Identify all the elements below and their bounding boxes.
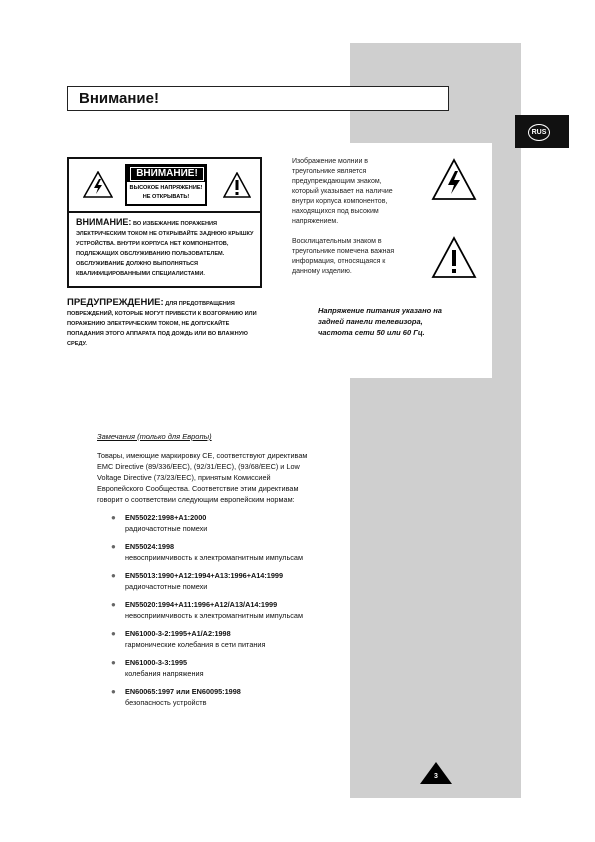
standard-item xyxy=(110,657,350,679)
caution-line: ПОВРЕЖДЕНИЙ, КОТОРЫЕ МОГУТ ПРИВЕСТИ К ВОЗГОРАНИЮ ИЛИ xyxy=(67,311,257,317)
warning-sub-line: НЕ ОТКРЫВАТЬ! xyxy=(142,194,190,200)
standard-item xyxy=(110,686,350,708)
page-title-box xyxy=(67,86,449,111)
explanation-line: напряжением. xyxy=(292,218,339,225)
standard-description: гармонические колебания в сети питания xyxy=(125,640,266,649)
caution-line: ПОРАЖЕНИЮ ЭЛЕКТРИЧЕСКИМ ТОКОМ, НЕ ДОПУСКАЙТЕ xyxy=(67,321,230,327)
caution-line: ПОПАДАНИЯ ЭТОГО АППАРАТА ПОД ДОЖДЬ ИЛИ ВО ВЛАЖНУЮ xyxy=(67,331,248,337)
notes-intro-line: Товары, имеющие маркировку CE, соответствуют директивам xyxy=(97,451,308,460)
page-number: 3 xyxy=(434,773,438,780)
warning-label-block xyxy=(125,164,207,206)
notes-heading: Замечания (только для Европы) xyxy=(97,432,212,441)
standard-description: невосприимчивость к электромагнитным импульсам xyxy=(125,553,303,562)
lightning-warning-icon xyxy=(83,171,113,198)
warning-header: ВНИМАНИЕ! xyxy=(130,167,204,181)
standard-description: колебания напряжения xyxy=(125,669,204,678)
warning-sub xyxy=(127,182,205,204)
warning-box-header-row xyxy=(69,159,260,213)
standard-description: радиочастотные помехи xyxy=(125,524,208,533)
caution-line: ДЛЯ ПРЕДОТВРАЩЕНИЯ xyxy=(163,301,235,307)
standard-description: безопасность устройств xyxy=(125,698,207,707)
explanation-line: который указывает на наличие xyxy=(292,188,393,195)
warning-body xyxy=(76,217,258,279)
warning-body-line: ОБСЛУЖИВАНИЕ ДОЛЖНО ВЫПОЛНЯТЬСЯ xyxy=(76,261,199,267)
standard-code: EN55024:1998 xyxy=(125,542,175,551)
language-tab xyxy=(515,115,569,148)
voltage-note-line: задней панели телевизора, xyxy=(318,317,423,326)
caution-line: СРЕДУ. xyxy=(67,341,87,347)
standard-item xyxy=(110,512,350,534)
voltage-note-line: частота сети 50 или 60 Гц. xyxy=(318,328,425,337)
standard-item xyxy=(110,599,350,621)
standard-code: EN55020:1994+A11:1996+A12/A13/A14:1999 xyxy=(125,600,278,609)
warning-body-line: ПОДЛЕЖАЩИХ ОБСЛУЖИВАНИЮ ПОЛЬЗОВАТЕЛЕМ. xyxy=(76,251,225,257)
bullet-icon: ● xyxy=(111,658,116,667)
bullet-icon: ● xyxy=(111,513,116,522)
language-badge: RUS xyxy=(528,124,550,141)
bullet-icon: ● xyxy=(111,571,116,580)
bullet-icon: ● xyxy=(111,687,116,696)
standard-description: радиочастотные помехи xyxy=(125,582,208,591)
standard-item xyxy=(110,541,350,563)
standard-description: невосприимчивость к электромагнитным импульсам xyxy=(125,611,303,620)
warning-body-lead: ВНИМАНИЕ: xyxy=(76,217,132,227)
lightning-symbol-explanation xyxy=(292,157,414,227)
caution-lead: ПРЕДУПРЕЖДЕНИЕ: xyxy=(67,297,164,308)
warning-body-line: КВАЛИФИЦИРОВАННЫМИ СПЕЦИАЛИСТАМИ. xyxy=(76,271,205,277)
explanation-line: треугольнике помечена важная xyxy=(292,248,395,255)
explanation-line: внутри корпуса компонентов, xyxy=(292,198,388,205)
standard-code: EN60065:1997 или EN60095:1998 xyxy=(125,687,241,696)
notes-intro xyxy=(97,450,345,505)
bullet-icon: ● xyxy=(111,629,116,638)
notes-intro-line: Voltage Directive (73/23/EEC), принятым Комиссией xyxy=(97,473,271,482)
bullet-icon: ● xyxy=(111,600,116,609)
explanation-line: данному изделию. xyxy=(292,268,352,275)
caution-text xyxy=(67,298,267,349)
explanation-line: Восклицательным знаком в xyxy=(292,238,382,245)
notes-intro-line: говорит о соответствии следующим европейским нормам: xyxy=(97,495,295,504)
page-title: Внимание! xyxy=(79,90,159,107)
warning-body-line: ВО ИЗБЕЖАНИЕ ПОРАЖЕНИЯ xyxy=(131,221,218,227)
standard-item xyxy=(110,570,350,592)
exclamation-triangle-icon xyxy=(431,236,477,279)
warning-body-line: УСТРОЙСТВА. ВНУТРИ КОРПУСА НЕТ КОМПОНЕНТОВ, xyxy=(76,241,229,247)
notes-intro-line: Европейского Сообщества. Соответствие этим директивам xyxy=(97,484,299,493)
standard-item xyxy=(110,628,350,650)
standard-code: EN61000-3-3:1995 xyxy=(125,658,188,667)
exclamation-warning-icon xyxy=(223,172,251,198)
bullet-icon: ● xyxy=(111,542,116,551)
warning-sub-line: ВЫСОКОЕ НАПРЯЖЕНИЕ! xyxy=(129,185,203,191)
high-voltage-warning-box xyxy=(67,157,262,288)
warning-body-line: ЭЛЕКТРИЧЕСКИМ ТОКОМ НЕ ОТКРЫВАЙТЕ ЗАДНЮЮ КРЫШКУ xyxy=(76,231,254,237)
explanation-line: Изображение молнии в xyxy=(292,158,369,165)
standard-code: EN55013:1990+A12:1994+A13:1996+A14:1999 xyxy=(125,571,284,580)
notes-intro-line: EMC Directive (89/336/EEC), (92/31/EEC), (93/68/EEC) и Low xyxy=(97,462,300,471)
explanation-line: информация, относящаяся к xyxy=(292,258,386,265)
voltage-note-line: Напряжение питания указано на xyxy=(318,306,442,315)
standard-code: EN61000-3-2:1995+A1/A2:1998 xyxy=(125,629,231,638)
standards-list xyxy=(110,512,350,715)
explanation-line: предупреждающим знаком, xyxy=(292,178,382,185)
exclamation-symbol-explanation xyxy=(292,237,414,277)
lightning-triangle-icon xyxy=(431,158,477,201)
standard-code: EN55022:1998+A1:2000 xyxy=(125,513,207,522)
explanation-line: треугольнике является xyxy=(292,168,367,175)
voltage-note xyxy=(318,305,468,338)
explanation-line: находящихся под высоким xyxy=(292,208,379,215)
